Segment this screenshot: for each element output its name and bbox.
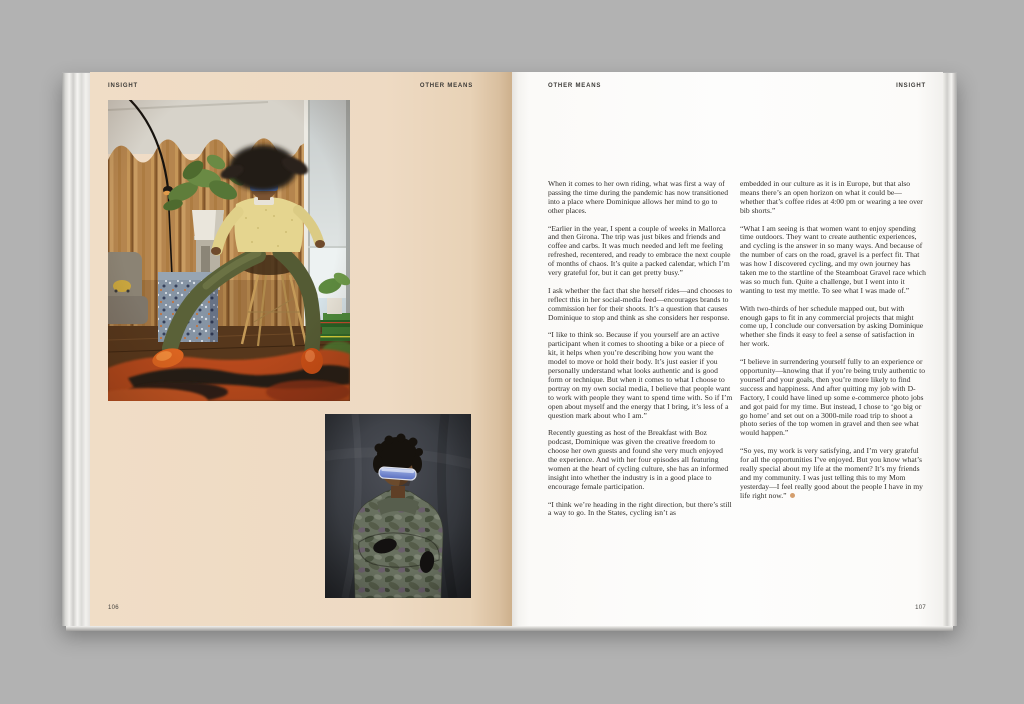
left-page	[90, 72, 512, 626]
page-edges-left	[62, 73, 90, 626]
paragraph: “I like to think so. Because if you yourself are an active participant when it comes to shooting a bike or a piece of kit, it helps when you’re describing how you want the model to move or hold their body. It’s just easier if you personally understand what looks authentic and is good form or technique. But when it comes to what I choose to portray on my own social media, I believe that people want to work with people they want to spend time with. So if I’m open about myself and the energy that I bring, it’s less of a question mark about who I am.”	[548, 330, 733, 420]
page-number-right: 107	[915, 605, 926, 611]
magazine-title-label: OTHER MEANS	[419, 83, 473, 89]
paragraph: Recently guesting as host of the Breakfast with Boz podcast, Dominique was given the creative freedom to choose her own guests and found she very much enjoyed the experience. And with her four episodes all featuring women at the heart of cycling culture, she has an informed insight into whether the industry is in a good place to encourage female participation.	[548, 428, 729, 491]
photo-living-room-portrait	[108, 100, 350, 401]
page-number-left: 106	[108, 605, 119, 611]
paragraph: With two-thirds of her schedule mapped out, but with enough gaps to fit in any commercial projects that might come up, I conclude our conversation by asking Dominique whether she finds it easy to feel a sense of satisfaction in her work.	[740, 303, 924, 349]
paragraph	[740, 447, 926, 500]
left-running-head	[108, 83, 473, 89]
paragraph: embedded in our culture as it is in Europe, but that also means there’s an open horizon on what it could be—whether that’s coffee rides at 4:00 pm or wearing a tee over bib shorts.”	[740, 179, 923, 215]
section-label: INSIGHT	[896, 83, 926, 89]
paragraph: I ask whether the fact that she herself rides—and chooses to reflect this in her social-media feed—encourages brands to commission her for their shoots. It’s a question that causes Dominique to stop and think as she considers her response.	[548, 285, 733, 322]
page-edges-bottom	[66, 626, 953, 631]
page-edges-right	[943, 73, 957, 626]
article-end-mark	[790, 493, 795, 498]
paragraph: When it comes to her own riding, what was first a way of passing the time during the pandemic has now transitioned into a place where Dominique allows her mind to go to other places.	[548, 179, 729, 215]
magazine-spread	[62, 72, 957, 626]
paragraph: “Earlier in the year, I spent a couple of weeks in Mallorca and then Girona. The trip was just bikes and friends and coffee and carbs. It was much needed and left me feeling refreshed, recentered, and ready to embrace the next couple of months of chaos. It’s quite a packed calendar, which I’m very grateful for, but it can get pretty busy.”	[548, 223, 731, 278]
section-label: INSIGHT	[108, 83, 138, 89]
magazine-title-label: OTHER MEANS	[548, 83, 602, 89]
paragraph: “I think we’re heading in the right direction, but there’s still a way to go. In the States, cycling isn’t as	[548, 499, 732, 518]
text-column-1	[548, 180, 734, 518]
article-body	[548, 180, 926, 518]
text-column-2	[740, 180, 926, 518]
right-running-head	[548, 83, 926, 89]
paragraph: “What I am seeing is that women want to enjoy spending time outdoors. They want to create authentic experiences, and cycling is the answer in so many ways. And because of the number of cars on the road, gravel is a perfect fit. That was how I discovered cycling, and my own journey has taken me to the startline of the Steamboat Gravel race which was so much fun. Quite a challenge, but I went into it wanting to test my mettle. To see what I was made of.”	[740, 223, 926, 295]
paragraph: “I believe in surrendering yourself fully to an experience or opportunity—knowing that if you’re being truly authentic to yourself and your goals, then you’re more likely to find success and happiness. And after quitting my job with D-Factory, I could have lined up some e-commerce photo jobs and got paid for my time. But instead, I chose to ‘go big or go home’ and set out on a 3000-mile road trip to shoot a photo series of the top women in gravel and then see what would happen.”	[740, 357, 926, 438]
photo-studio-portrait	[325, 414, 471, 598]
right-page	[512, 72, 943, 626]
paragraph-text: “So yes, my work is very satisfying, and I’m very grateful for all the opportunities I’ve enjoyed. But you know what’s really special about my life at the moment? It’s my friends and my community. I was just telling this to my Mom yesterday—I feel really good about the people I have in my life right now.”	[740, 446, 923, 500]
